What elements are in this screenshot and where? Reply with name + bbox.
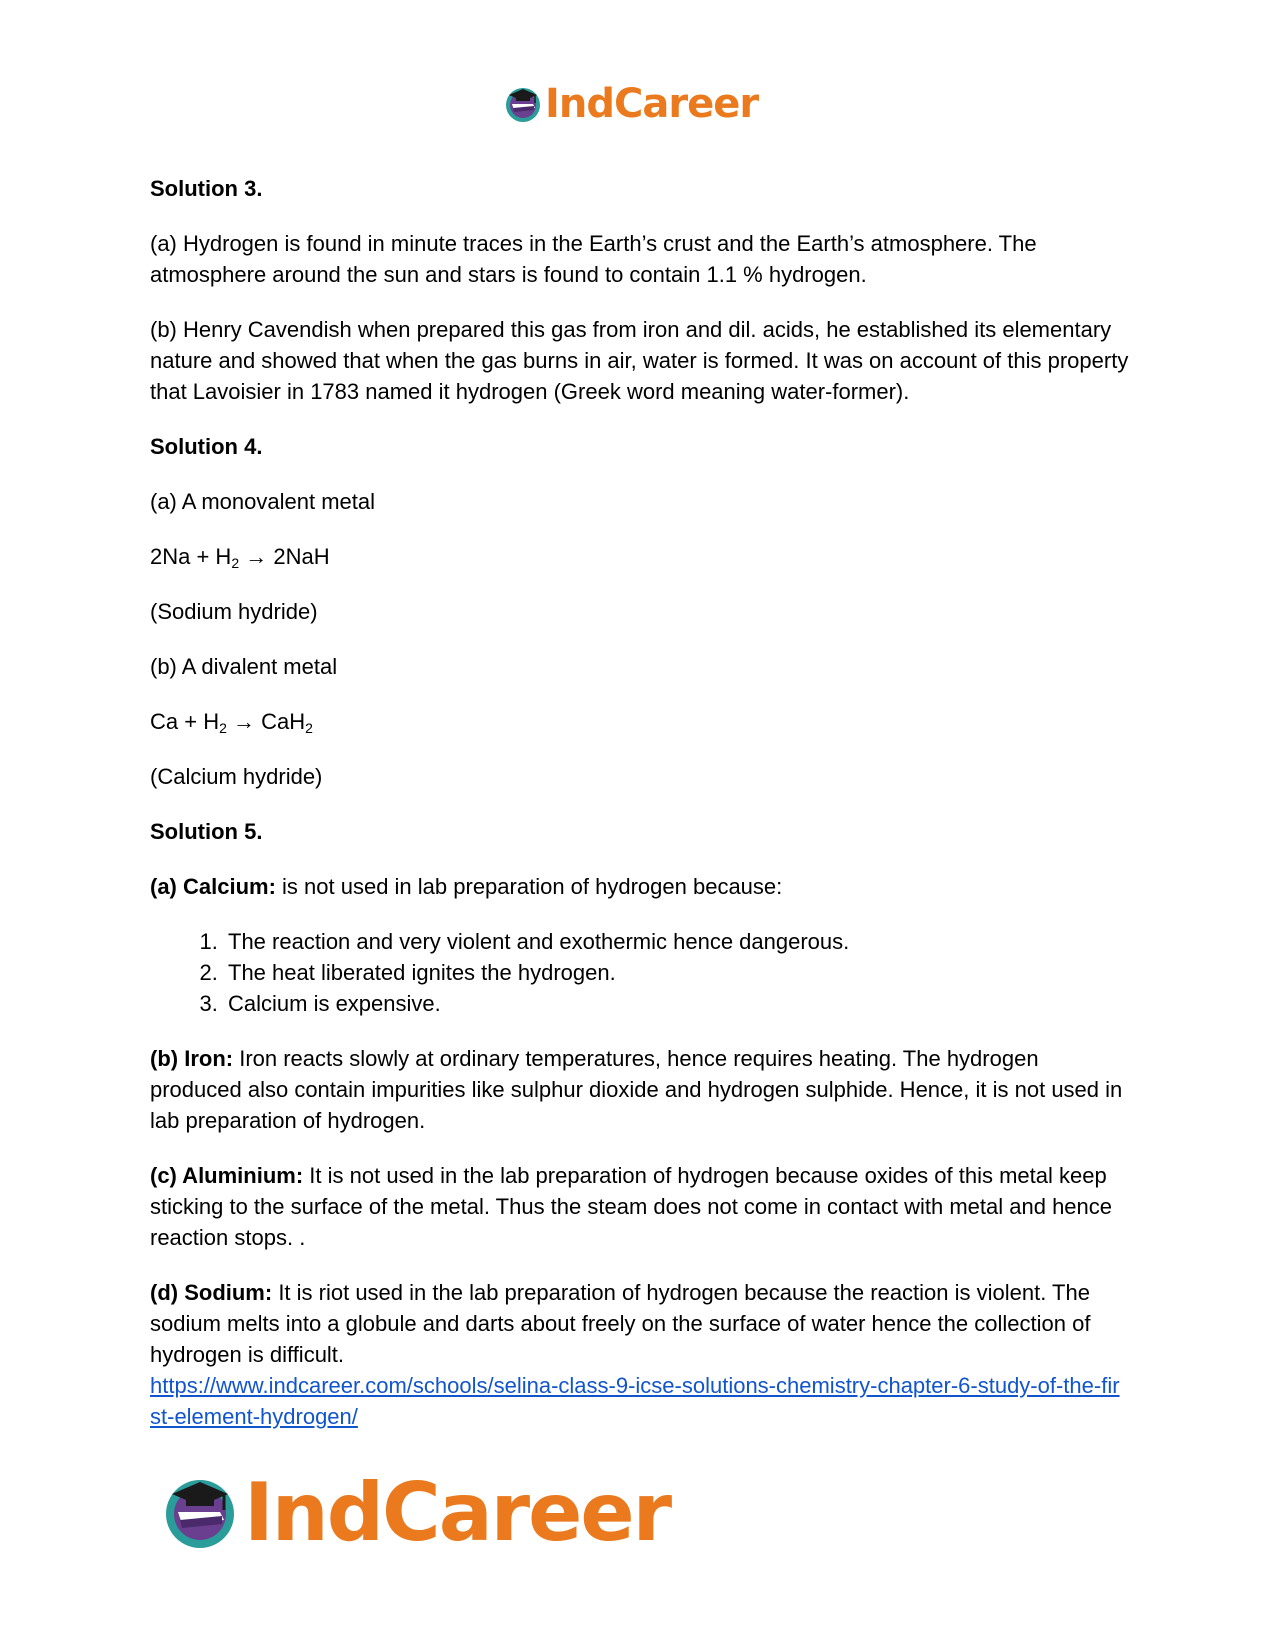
solution-4-part-a-label: (a) A monovalent metal [150,489,376,514]
document-body [150,173,1130,1432]
equation-calcium-hydride: $Ca + H_2 \to CaH_2$ [150,709,313,736]
list-item: 3. Calcium is expensive. [224,988,1130,1019]
solution-3-part-a: (a) Hydrogen is found in minute traces in the Earth’s crust and the Earth’s atmosphere. The atmosphere around the sun and stars is found to contain 1.1 % hydrogen. [150,231,1037,287]
calcium-reasons-list [150,926,1130,1019]
solution-5-part-b: (b) Iron: Iron reacts slowly at ordinary temperatures, hence requires heating. The hydrogen produced also contain impurities like sulphur dioxide and hydrogen sulphide. Hence, it is not used in lab preparation of hydrogen. [150,1046,1123,1133]
solution-5-part-d: (d) Sodium: It is riot used in the lab preparation of hydrogen because the reaction is violent. The sodium melts into a globule and darts about freely on the surface of water hence the collection of hydrogen is difficult. [150,1280,1091,1367]
calcium-hydride-label: (Calcium hydride) [150,764,323,789]
list-item: 2. The heat liberated ignites the hydrogen. [224,957,1130,988]
solution-4-part-b-label: (b) A divalent metal [150,654,338,679]
graduation-cap-globe-icon [160,1472,240,1552]
equation-sodium-hydride: $2Na + H_2 \to 2NaH$ [150,544,330,571]
solution-3-part-b: (b) Henry Cavendish when prepared this gas from iron and dil. acids, he established its elementary nature and showed that when the gas burns in air, water is formed. It was on account of this property that Lavoisier in 1783 named it hydrogen (Greek word meaning water-former). [150,317,1129,404]
brand-name: IndCareer [244,1465,671,1559]
solution-3-heading: Solution 3. [150,176,263,201]
brand-name: IndCareer [545,81,759,127]
graduation-cap-globe-icon [503,84,543,124]
header-logo [503,82,758,126]
source-link[interactable]: https://www.indcareer.com/schools/selina-class-9-icse-solutions-chemistry-chapter-6-study-of-the-first-element-hydrogen/ [150,1373,1120,1429]
footer-logo [160,1465,671,1559]
solution-4-heading: Solution 4. [150,434,263,459]
sodium-hydride-label: (Sodium hydride) [150,599,318,624]
solution-5-heading: Solution 5. [150,819,263,844]
solution-5-part-a: (a) Calcium: is not used in lab preparation of hydrogen because: [150,874,783,899]
list-item: 1. The reaction and very violent and exothermic hence dangerous. [224,926,1130,957]
solution-5-part-c: (c) Aluminium: It is not used in the lab preparation of hydrogen because oxides of this metal keep sticking to the surface of the metal. Thus the steam does not come in contact with metal and hence reaction stops. . [150,1163,1113,1250]
